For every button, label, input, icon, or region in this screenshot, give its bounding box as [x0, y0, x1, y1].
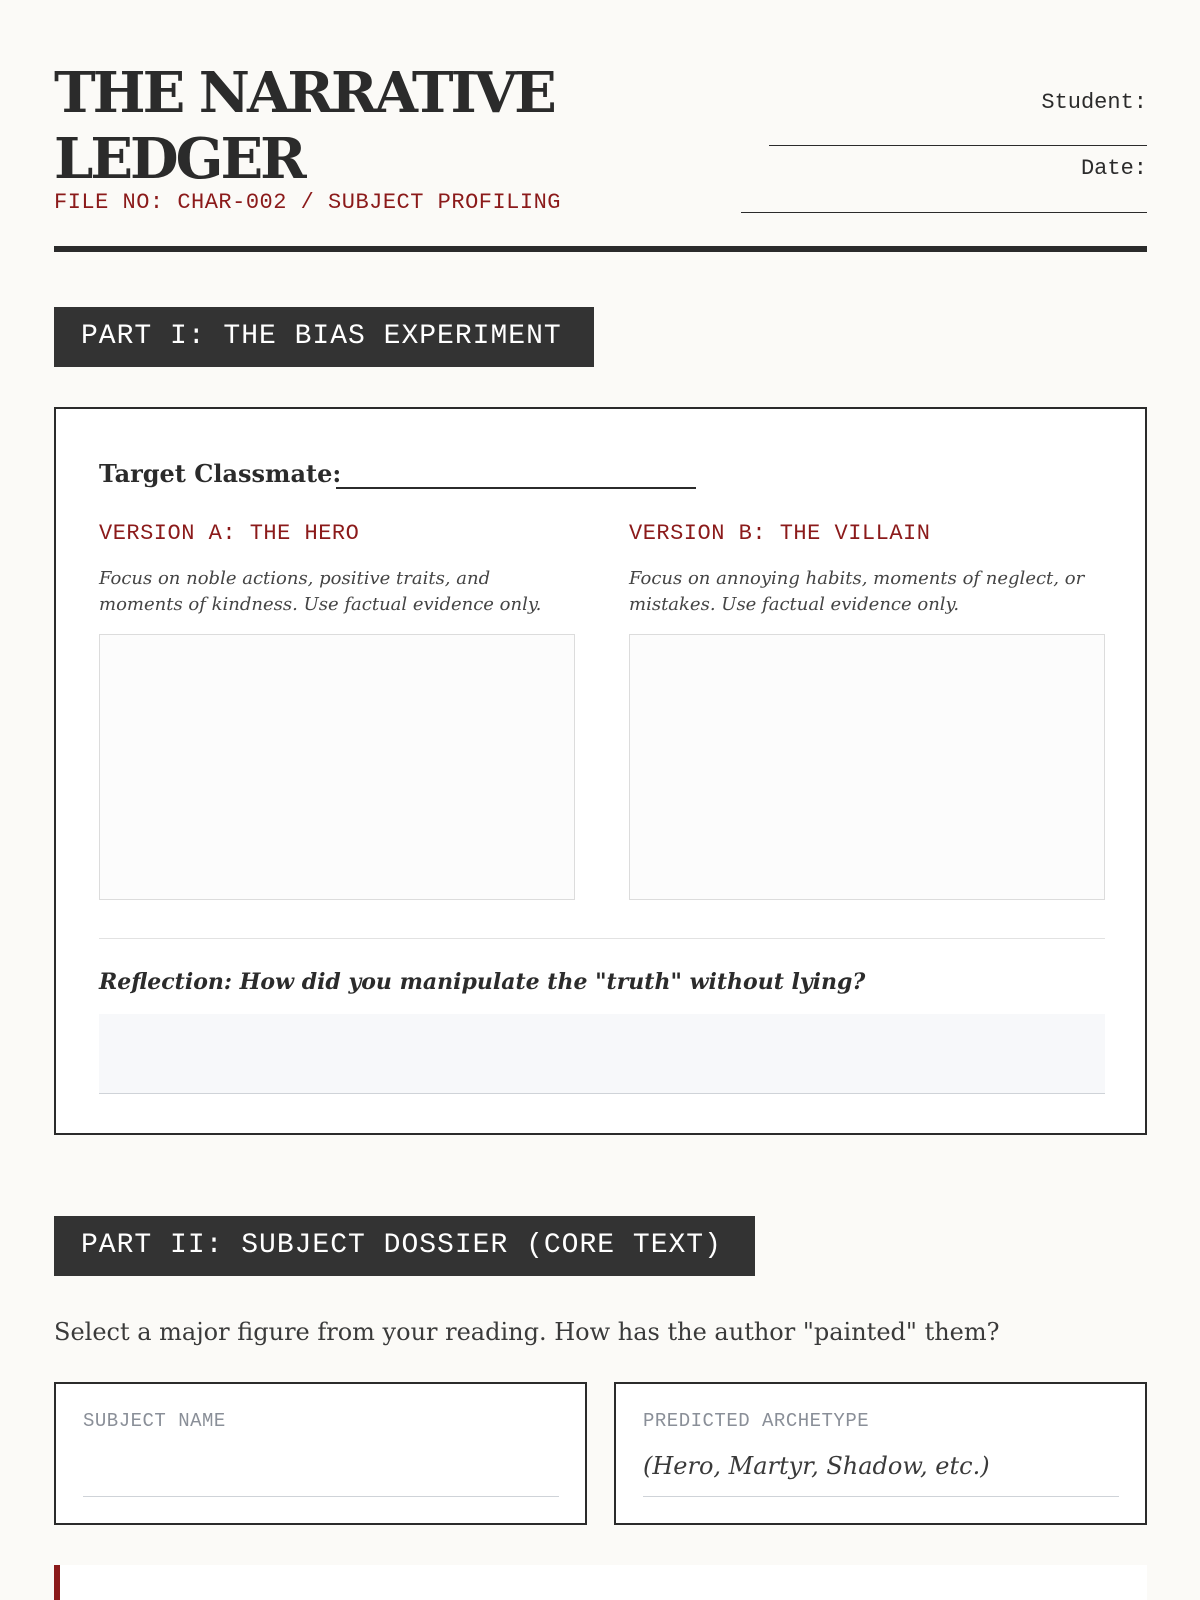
student-label: Student: — [1041, 90, 1147, 115]
file-number: FILE NO: CHAR-002 / SUBJECT PROFILING — [54, 190, 561, 215]
version-a-writing-area[interactable] — [99, 634, 575, 900]
title-line-2: LEDGER — [54, 126, 304, 192]
date-label: Date: — [1080, 156, 1147, 181]
student-name-field[interactable] — [769, 145, 1147, 146]
header-divider — [54, 246, 1147, 252]
page-title — [54, 60, 614, 192]
version-a-description: Focus on noble actions, positive traits, and moments of kindness. Use factual evidence only. — [99, 568, 542, 615]
reflection-writing-area[interactable] — [99, 1014, 1105, 1094]
subject-name-label: SUBJECT NAME — [83, 1410, 226, 1432]
target-classmate-label: Target Classmate: — [99, 459, 342, 488]
subject-name-box — [54, 1382, 587, 1525]
target-classmate-field[interactable] — [336, 487, 696, 489]
archetype-box — [614, 1382, 1147, 1525]
part2-banner: PART II: SUBJECT DOSSIER (CORE TEXT) — [54, 1216, 755, 1276]
version-a-title: VERSION A: THE HERO — [99, 521, 360, 546]
archetype-label: PREDICTED ARCHETYPE — [643, 1410, 870, 1432]
version-b-title: VERSION B: THE VILLAIN — [629, 521, 931, 546]
worksheet-page — [54, 0, 1147, 1600]
version-b-column — [629, 521, 1105, 900]
version-a-column — [99, 521, 575, 900]
version-b-writing-area[interactable] — [629, 634, 1105, 900]
next-section-block — [54, 1565, 1147, 1600]
reflection-prompt: Reflection: How did you manipulate the "truth" without lying? — [99, 969, 866, 995]
archetype-hint: (Hero, Martyr, Shadow, etc.) — [643, 1452, 990, 1480]
bias-experiment-box — [54, 407, 1147, 1135]
subject-name-field[interactable] — [83, 1496, 559, 1497]
part1-banner: PART I: THE BIAS EXPERIMENT — [54, 307, 594, 367]
date-field[interactable] — [741, 212, 1147, 213]
section-divider — [99, 938, 1105, 939]
title-line-1: THE NARRATIVE — [54, 60, 554, 126]
part2-prompt: Select a major figure from your reading. How has the author "painted" them? — [54, 1318, 1000, 1346]
archetype-field[interactable] — [643, 1496, 1119, 1497]
version-b-description: Focus on annoying habits, moments of neglect, or mistakes. Use factual evidence only. — [629, 568, 1085, 615]
